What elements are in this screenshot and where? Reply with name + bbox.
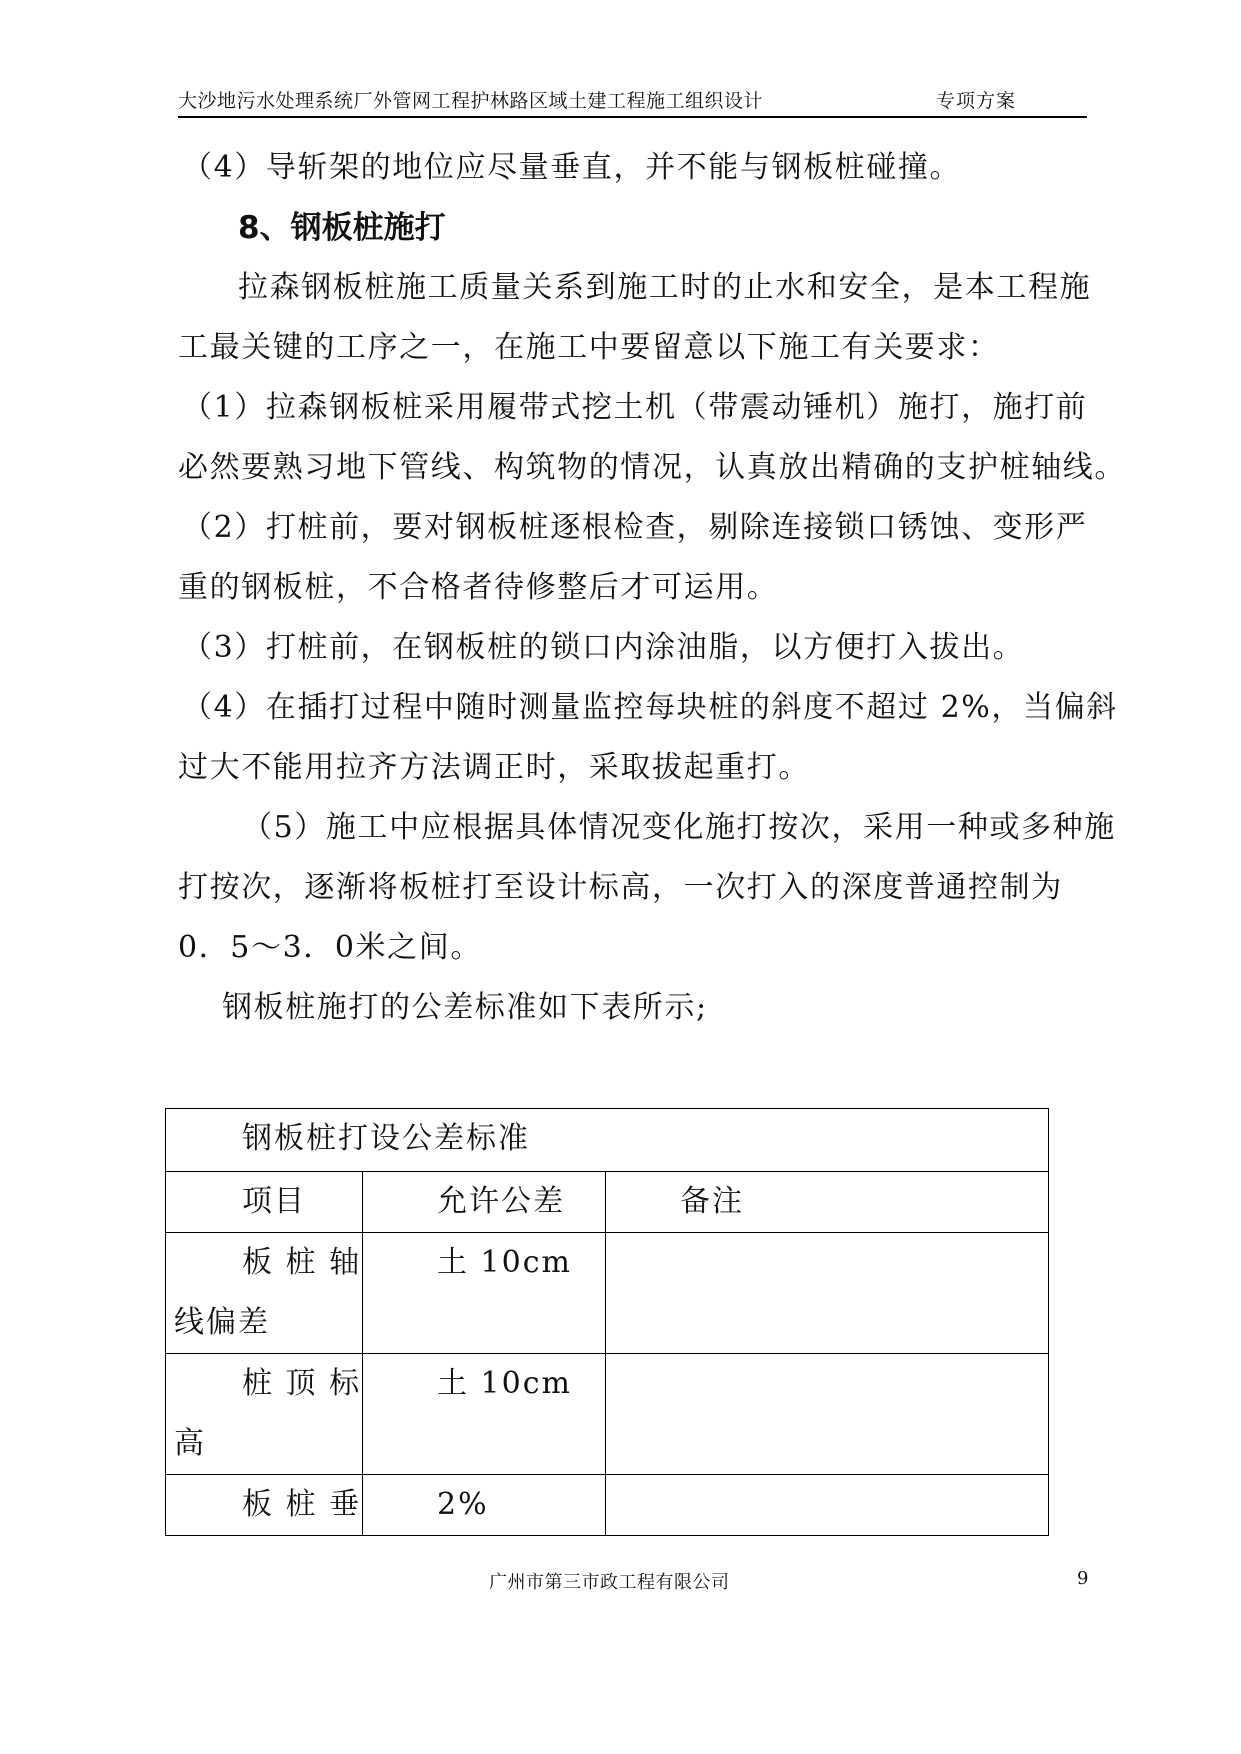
item-5-line-1: （5）施工中应根据具体情况变化施打按次，采用一种或多种施 (242, 810, 1116, 845)
table-header-row (166, 1172, 1049, 1233)
row-item-line-2: 高 (174, 1426, 206, 1461)
page-header (178, 86, 1087, 118)
table-row (166, 1354, 1049, 1475)
item-2-line-1: （2）打桩前，要对钢板桩逐根检查，剔除连接锁口锈蚀、变形严 (182, 510, 1088, 545)
row-item-line-1: 板 桩 轴 (242, 1245, 362, 1280)
section-label: 专项方案 (936, 90, 1017, 112)
row-tolerance: 2% (437, 1487, 489, 1522)
document-body (178, 140, 1126, 1040)
tolerance-table (165, 1108, 1049, 1536)
document-title: 大沙地污水处理系统厂外管网工程护林路区域土建工程施工组织设计 (178, 90, 764, 112)
row-item-line-1: 桩 顶 标 (242, 1366, 362, 1401)
company-name: 广州市第三市政工程有限公司 (489, 1572, 730, 1593)
item-5-line-2: 打按次，逐渐将板桩打至设计标高，一次打入的深度普通控制为 (178, 870, 1063, 905)
header-tolerance: 允许公差 (437, 1184, 565, 1219)
row-item-line-2: 线偏差 (174, 1305, 270, 1340)
table-title: 钢板桩打设公差标准 (166, 1109, 1049, 1172)
paragraph-guide-frame: （4）导斩架的地位应尽量垂直，并不能与钢板桩碰撞。 (182, 150, 962, 185)
section-heading: 8、钢板桩施打 (238, 210, 446, 246)
header-item: 项目 (242, 1184, 306, 1219)
item-4-line-1: （4）在插打过程中随时测量监控每块桩的斜度不超过 2%，当偏斜 (182, 690, 1118, 725)
item-4-line-2: 过大不能用拉齐方法调正时，采取拔起重打。 (178, 750, 810, 785)
row-item-line-1: 板 桩 垂 (242, 1487, 362, 1522)
item-3: （3）打桩前，在钢板桩的锁口内涂油脂，以方便打入拔出。 (182, 630, 1025, 665)
row-tolerance: 土 10cm (437, 1366, 572, 1401)
item-1-line-1: （1）拉森钢板桩采用履带式挖土机（带震动锤机）施打，施打前 (182, 390, 1088, 425)
intro-line-2: 工最关键的工序之一，在施工中要留意以下施工有关要求： (178, 330, 1000, 365)
table-intro: 钢板桩施打的公差标准如下表所示; (222, 990, 708, 1025)
item-1-line-2: 必然要熟习地下管线、构筑物的情况，认真放出精确的支护桩轴线。 (178, 450, 1126, 485)
intro-line-1: 拉森钢板桩施工质量关系到施工时的止水和安全，是本工程施 (238, 270, 1092, 305)
table-title-row (166, 1109, 1049, 1172)
row-tolerance: 土 10cm (437, 1245, 572, 1280)
table-row (166, 1475, 1049, 1536)
page-number: 9 (1077, 1568, 1089, 1589)
table-row (166, 1233, 1049, 1354)
item-2-line-2: 重的钢板桩，不合格者待修整后才可运用。 (178, 570, 779, 605)
header-note: 备注 (680, 1184, 744, 1219)
item-5-line-3: 0．5～3．0米之间。 (178, 930, 482, 965)
